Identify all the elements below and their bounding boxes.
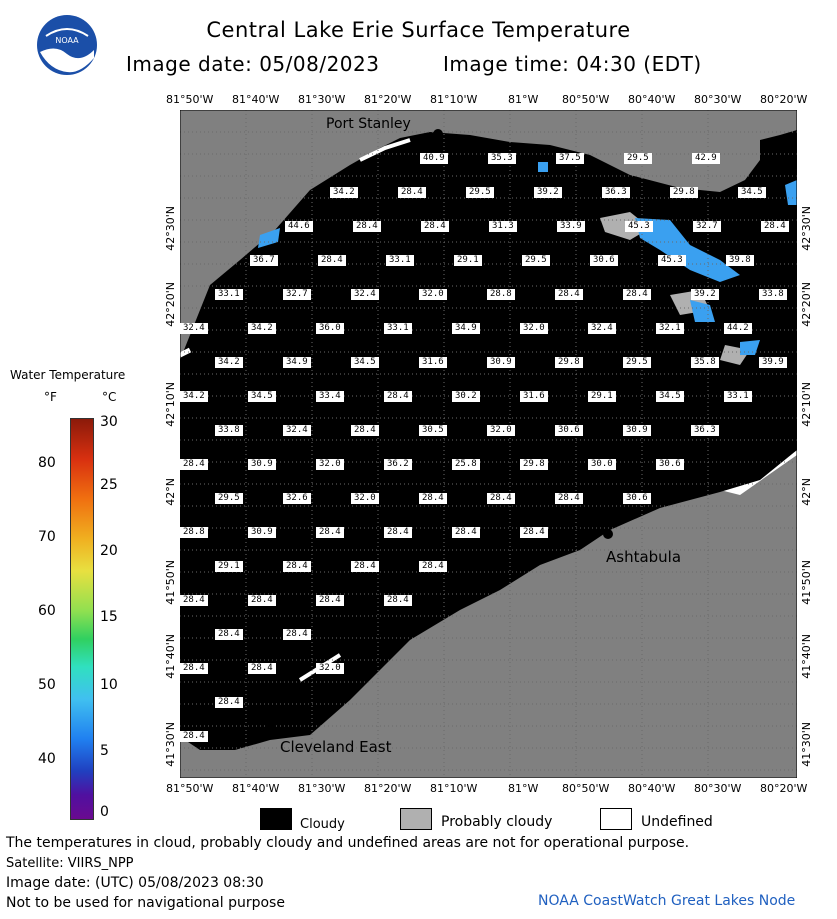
temperature-value: 28.4 <box>351 561 379 572</box>
lon-label: 80°40'W <box>628 93 676 106</box>
temperature-value: 33.1 <box>386 255 414 266</box>
lon-label: 81°40'W <box>232 93 280 106</box>
key-cloudy-swatch <box>260 808 292 830</box>
temperature-value: 35.8 <box>691 357 719 368</box>
lat-label-right: 41°40'N <box>800 634 813 679</box>
temperature-value: 25.8 <box>452 459 480 470</box>
map-title: Central Lake Erie Surface Temperature <box>206 18 631 42</box>
legend-tick-f: 50 <box>38 677 56 693</box>
temperature-value: 39.9 <box>759 357 787 368</box>
lon-label-bottom: 80°50'W <box>562 782 610 795</box>
temperature-value: 28.4 <box>215 629 243 640</box>
lat-label-right: 42°N <box>800 478 813 506</box>
temperature-value: 31.6 <box>419 357 447 368</box>
lat-label-right: 41°50'N <box>800 560 813 605</box>
temperature-value: 29.5 <box>215 493 243 504</box>
temperature-value: 28.4 <box>180 459 208 470</box>
lake-map <box>180 110 797 778</box>
temperature-value: 34.2 <box>215 357 243 368</box>
temperature-value: 34.2 <box>180 391 208 402</box>
lon-label: 81°30'W <box>298 93 346 106</box>
temperature-value: 28.4 <box>384 595 412 606</box>
legend-tick-c: 25 <box>100 477 118 493</box>
temperature-value: 28.4 <box>421 221 449 232</box>
temperature-value: 28.8 <box>180 527 208 538</box>
lon-label-bottom: 81°40'W <box>232 782 280 795</box>
temperature-value: 33.4 <box>316 391 344 402</box>
lon-label: 81°20'W <box>364 93 412 106</box>
temperature-value: 33.1 <box>215 289 243 300</box>
temperature-value: 37.5 <box>556 153 584 164</box>
temperature-value: 28.4 <box>180 595 208 606</box>
temperature-value: 29.5 <box>624 153 652 164</box>
temperature-value: 35.3 <box>488 153 516 164</box>
temperature-value: 28.8 <box>487 289 515 300</box>
temperature-value: 31.6 <box>520 391 548 402</box>
temperature-value: 28.4 <box>318 255 346 266</box>
footer-navigation-note: Not to be used for navigational purpose <box>6 895 285 911</box>
legend-tick-c: 30 <box>100 414 118 430</box>
temperature-value: 32.7 <box>693 221 721 232</box>
temperature-value: 32.1 <box>656 323 684 334</box>
temperature-value: 34.5 <box>351 357 379 368</box>
place-port-stanley: Port Stanley <box>326 116 411 132</box>
temperature-value: 30.2 <box>452 391 480 402</box>
temperature-value: 29.5 <box>623 357 651 368</box>
temperature-value: 29.8 <box>520 459 548 470</box>
temperature-value: 28.4 <box>316 595 344 606</box>
key-probably-cloudy-swatch <box>400 808 432 830</box>
legend-tick-c: 10 <box>100 677 118 693</box>
lat-label: 41°50'N <box>164 560 177 605</box>
lon-label: 80°20'W <box>760 93 808 106</box>
temperature-value: 28.4 <box>452 527 480 538</box>
temperature-value: 29.8 <box>555 357 583 368</box>
legend-tick-c: 20 <box>100 543 118 559</box>
legend-tick-c: 15 <box>100 609 118 625</box>
temperature-value: 33.9 <box>557 221 585 232</box>
lon-label-bottom: 81°10'W <box>430 782 478 795</box>
lon-label-bottom: 81°50'W <box>166 782 214 795</box>
lon-label: 80°30'W <box>694 93 742 106</box>
temperature-value: 29.5 <box>522 255 550 266</box>
legend-tick-f: 70 <box>38 529 56 545</box>
footer-disclaimer: The temperatures in cloud, probably cloudy and undefined areas are not for operational purpose. <box>6 835 690 851</box>
temperature-value: 30.6 <box>555 425 583 436</box>
place-ashtabula: Ashtabula <box>606 548 682 566</box>
temperature-value: 30.9 <box>248 459 276 470</box>
temperature-value: 33.1 <box>724 391 752 402</box>
temperature-value: 42.9 <box>692 153 720 164</box>
lon-label-bottom: 80°20'W <box>760 782 808 795</box>
legend-tick-f: 40 <box>38 751 56 767</box>
temperature-value: 29.8 <box>670 187 698 198</box>
temperature-value: 28.4 <box>384 527 412 538</box>
temperature-value: 36.2 <box>384 459 412 470</box>
image-date: Image date: 05/08/2023 <box>126 52 380 76</box>
temperature-value: 32.4 <box>283 425 311 436</box>
temperature-value: 30.6 <box>623 493 651 504</box>
lat-label: 42°30'N <box>164 206 177 251</box>
temperature-value: 30.5 <box>419 425 447 436</box>
temperature-value: 32.7 <box>283 289 311 300</box>
temperature-value: 34.9 <box>283 357 311 368</box>
temperature-value: 28.4 <box>487 493 515 504</box>
temperature-value: 28.4 <box>419 561 447 572</box>
key-undefined-swatch <box>600 808 632 830</box>
temperature-value: 28.4 <box>180 663 208 674</box>
temperature-value: 39.2 <box>691 289 719 300</box>
temperature-value: 30.0 <box>588 459 616 470</box>
temperature-value: 28.4 <box>520 527 548 538</box>
lat-label: 42°20'N <box>164 282 177 327</box>
temperature-value: 29.1 <box>588 391 616 402</box>
temperature-value: 32.0 <box>520 323 548 334</box>
temperature-value: 32.0 <box>351 493 379 504</box>
lon-label-bottom: 81°W <box>508 782 539 795</box>
temperature-value: 32.0 <box>316 663 344 674</box>
lon-label: 80°50'W <box>562 93 610 106</box>
lon-label-bottom: 81°20'W <box>364 782 412 795</box>
temperature-value: 32.4 <box>588 323 616 334</box>
temperature-value: 34.5 <box>656 391 684 402</box>
legend-tick-c: 5 <box>100 743 109 759</box>
temperature-value: 33.8 <box>759 289 787 300</box>
temperature-value: 32.0 <box>419 289 447 300</box>
temperature-value: 28.4 <box>761 221 789 232</box>
temperature-value: 28.4 <box>353 221 381 232</box>
temperature-value: 28.4 <box>623 289 651 300</box>
temperature-value: 32.0 <box>487 425 515 436</box>
temperature-value: 30.6 <box>656 459 684 470</box>
temperature-value: 36.0 <box>316 323 344 334</box>
lat-label-right: 42°30'N <box>800 206 813 251</box>
temperature-value: 28.4 <box>398 187 426 198</box>
temperature-value: 28.4 <box>351 425 379 436</box>
lon-label-bottom: 81°30'W <box>298 782 346 795</box>
temperature-value: 34.5 <box>248 391 276 402</box>
temperature-value: 28.4 <box>180 731 208 742</box>
temperature-value: 28.4 <box>248 595 276 606</box>
lon-label: 81°W <box>508 93 539 106</box>
lat-label: 41°40'N <box>164 634 177 679</box>
temperature-labels <box>180 110 797 778</box>
temperature-value: 28.4 <box>316 527 344 538</box>
key-probably-cloudy-label: Probably cloudy <box>441 814 553 830</box>
legend-tick-f: 60 <box>38 603 56 619</box>
legend-tick-f: 80 <box>38 455 56 471</box>
temperature-value: 28.4 <box>419 493 447 504</box>
temperature-value: 44.6 <box>285 221 313 232</box>
footer-utc-date: Image date: (UTC) 05/08/2023 08:30 <box>6 875 264 891</box>
temperature-value: 29.5 <box>466 187 494 198</box>
legend-unit-c: °C <box>102 390 117 404</box>
temperature-value: 32.4 <box>351 289 379 300</box>
lat-label-right: 42°10'N <box>800 382 813 427</box>
image-time: Image time: 04:30 (EDT) <box>443 52 702 76</box>
lat-label: 41°30'N <box>164 722 177 767</box>
temperature-value: 34.9 <box>452 323 480 334</box>
lon-label: 81°50'W <box>166 93 214 106</box>
temperature-value: 28.4 <box>283 629 311 640</box>
temperature-value: 34.2 <box>248 323 276 334</box>
key-undefined-label: Undefined <box>641 814 713 830</box>
legend-tick-c: 0 <box>100 804 109 820</box>
temperature-value: 36.3 <box>602 187 630 198</box>
temperature-value: 32.0 <box>316 459 344 470</box>
lat-label: 42°10'N <box>164 382 177 427</box>
temperature-value: 32.6 <box>283 493 311 504</box>
lon-label: 81°10'W <box>430 93 478 106</box>
temperature-value: 33.8 <box>215 425 243 436</box>
logo-text: NOAA <box>55 36 79 45</box>
lat-label-right: 41°30'N <box>800 722 813 767</box>
temperature-value: 28.4 <box>555 289 583 300</box>
temperature-value: 31.3 <box>489 221 517 232</box>
legend-title: Water Temperature <box>10 368 126 382</box>
temperature-value: 36.3 <box>691 425 719 436</box>
temperature-value: 28.4 <box>384 391 412 402</box>
temperature-value: 39.2 <box>534 187 562 198</box>
lat-label-right: 42°20'N <box>800 282 813 327</box>
temperature-value: 28.4 <box>215 697 243 708</box>
lon-label-bottom: 80°40'W <box>628 782 676 795</box>
key-cloudy-label: Cloudy <box>300 817 345 832</box>
temperature-value: 39.8 <box>726 255 754 266</box>
place-cleveland-east: Cleveland East <box>280 738 392 756</box>
temperature-value: 28.4 <box>248 663 276 674</box>
temperature-value: 40.9 <box>420 153 448 164</box>
temperature-value: 34.2 <box>330 187 358 198</box>
temperature-value: 29.1 <box>454 255 482 266</box>
legend-unit-f: °F <box>44 390 57 404</box>
lon-label-bottom: 80°30'W <box>694 782 742 795</box>
temperature-value: 30.9 <box>487 357 515 368</box>
footer-satellite: Satellite: VIIRS_NPP <box>6 856 134 871</box>
temperature-value: 34.5 <box>738 187 766 198</box>
lat-label: 42°N <box>164 478 177 506</box>
temperature-value: 45.3 <box>625 221 653 232</box>
temperature-value: 36.7 <box>250 255 278 266</box>
temperature-value: 29.1 <box>215 561 243 572</box>
temperature-value: 32.4 <box>180 323 208 334</box>
temperature-value: 30.6 <box>590 255 618 266</box>
temperature-value: 30.9 <box>248 527 276 538</box>
temperature-value: 33.1 <box>384 323 412 334</box>
temperature-value: 28.4 <box>555 493 583 504</box>
temperature-value: 28.4 <box>283 561 311 572</box>
footer-credit: NOAA CoastWatch Great Lakes Node <box>538 893 796 909</box>
temperature-value: 44.2 <box>724 323 752 334</box>
temperature-value: 45.3 <box>658 255 686 266</box>
temperature-colorbar <box>70 418 94 820</box>
temperature-value: 30.9 <box>623 425 651 436</box>
